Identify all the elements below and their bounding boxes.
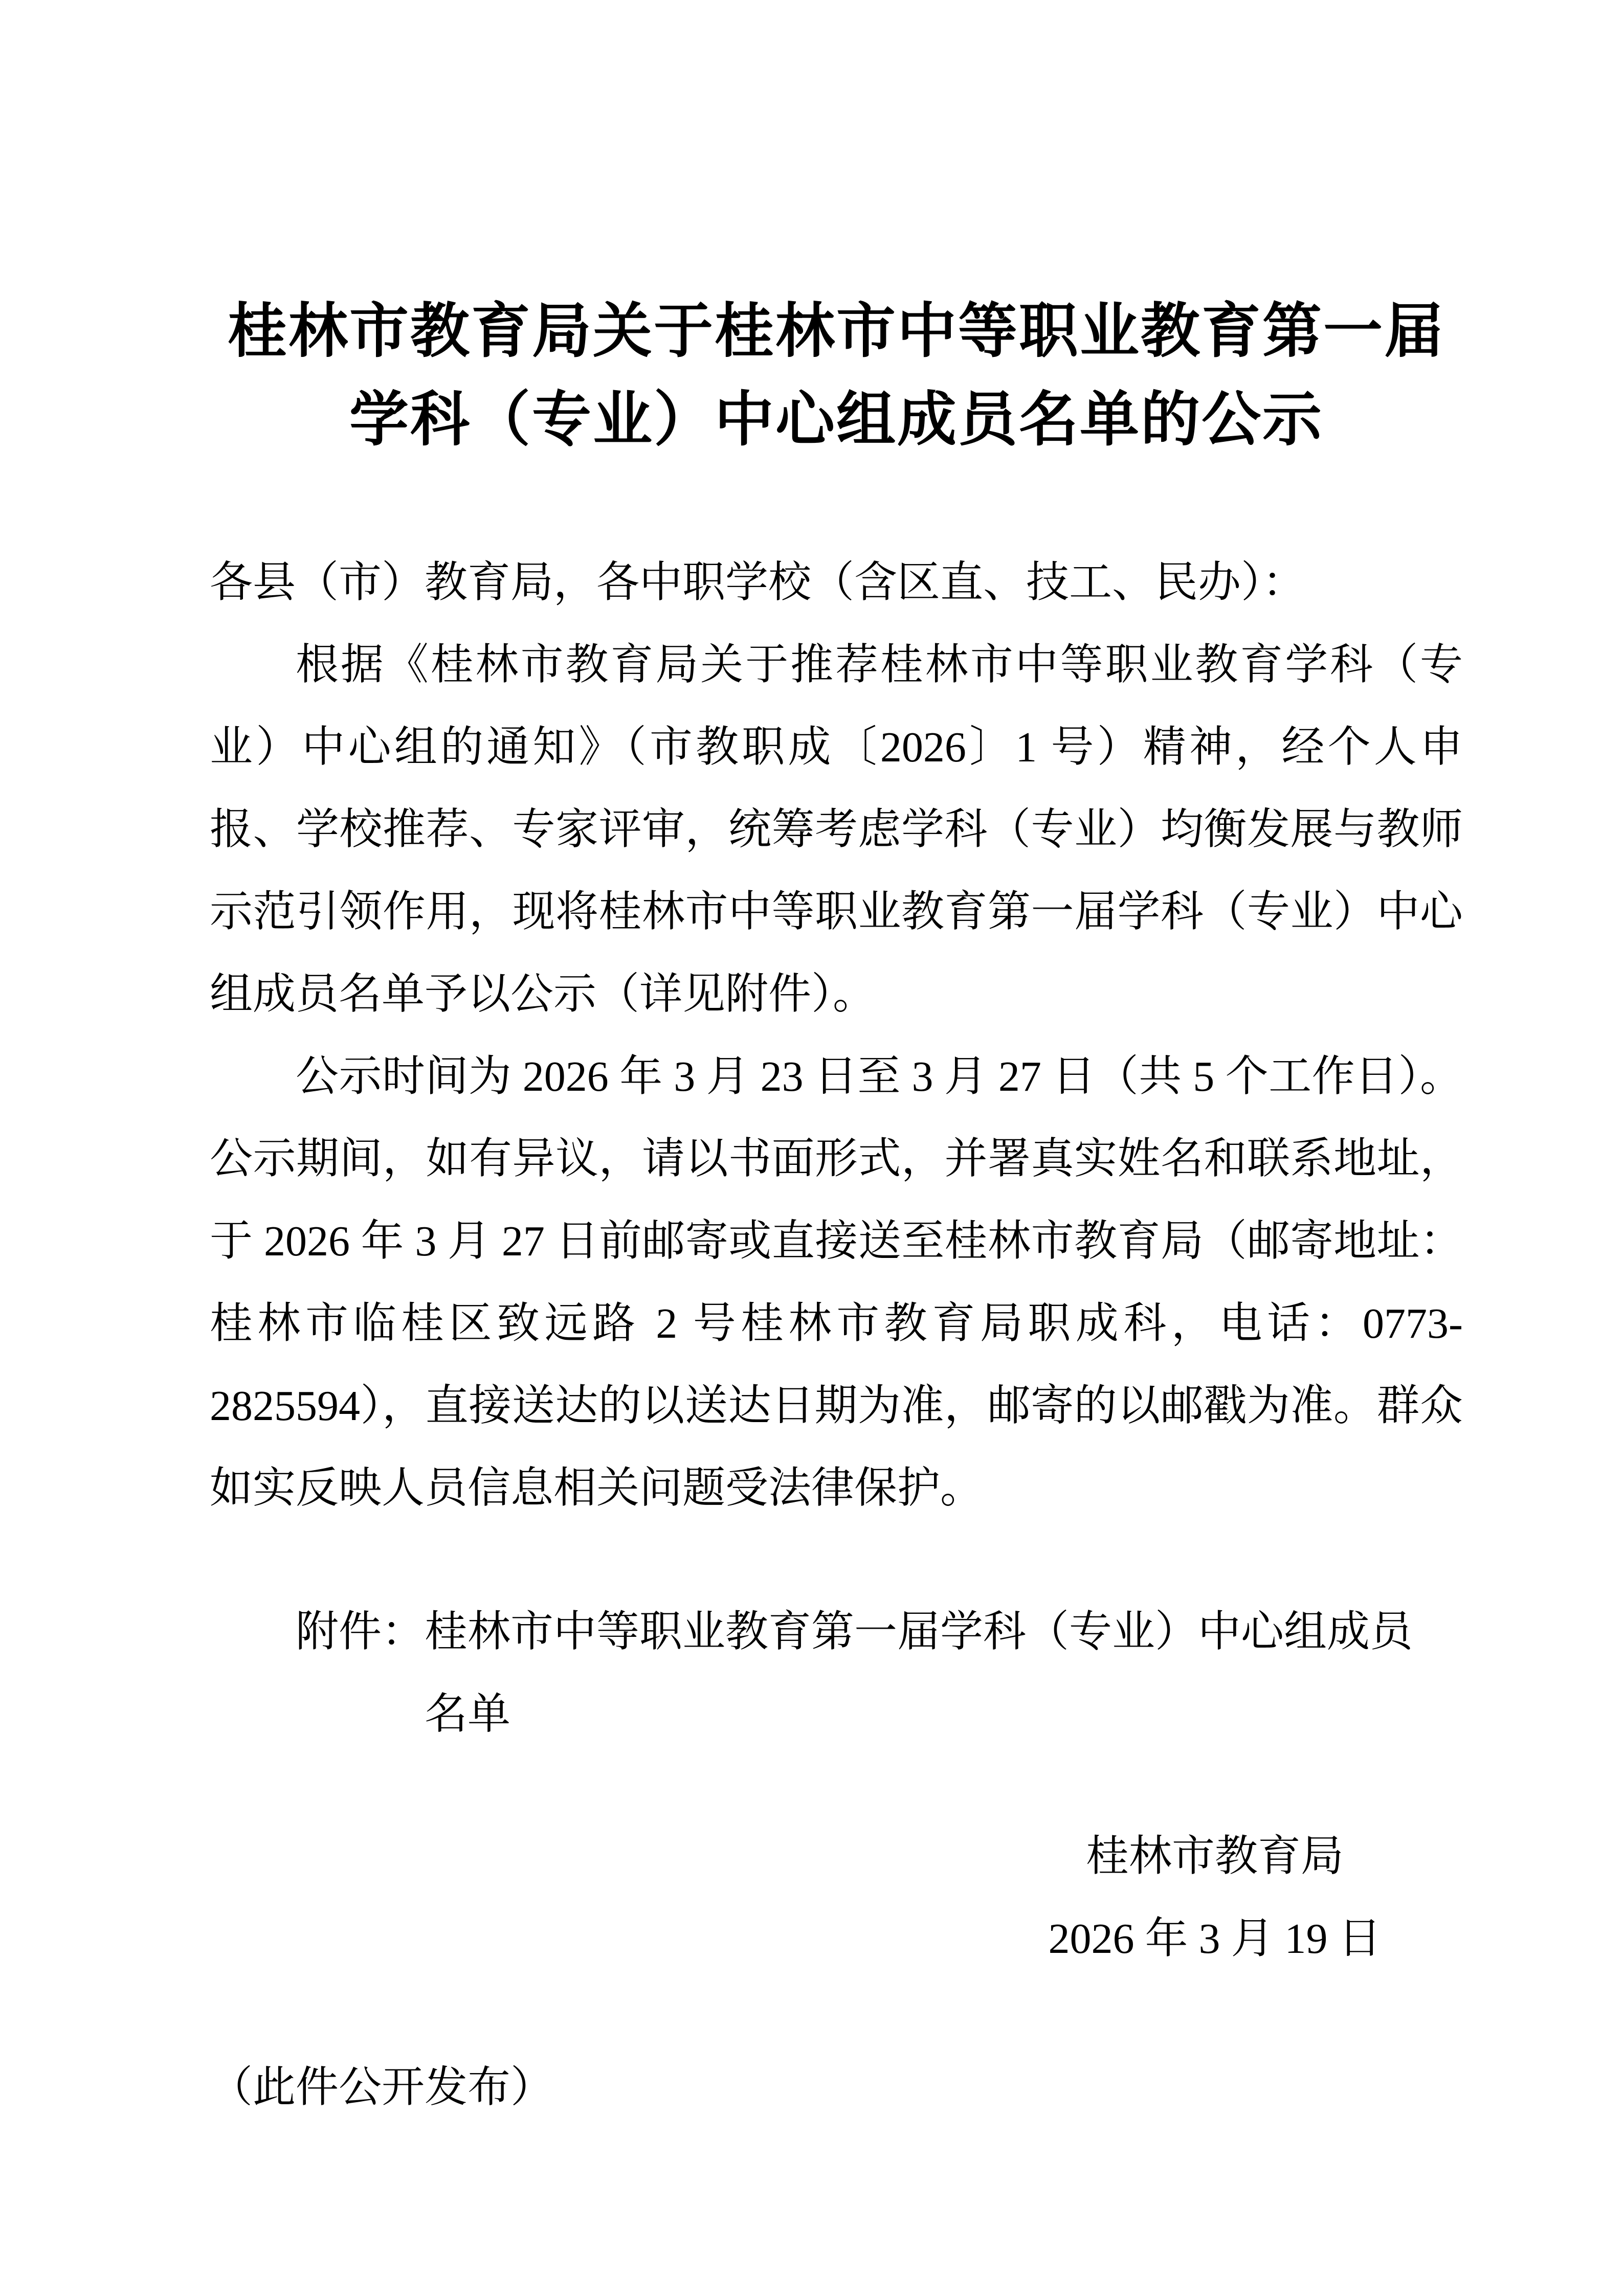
attachment-text: 桂林市中等职业教育第一届学科（专业）中心组成员名单: [425, 1608, 1413, 1738]
attachment-label: 附件：: [296, 1608, 425, 1656]
title-line-1: 桂林市教育局关于桂林市中等职业教育第一届: [228, 299, 1445, 365]
footer-publication-note: （此件公开发布）: [210, 2064, 554, 2111]
salutation-line: 各县（市）教育局，各中职学校（含区直、技工、民办）：: [210, 559, 1306, 606]
document-title: [210, 0, 1463, 465]
title-line-2: 学科（专业）中心组成员名单的公示: [349, 388, 1323, 453]
paragraph-basis: 根据《桂林市教育局关于推荐桂林市中等职业教育学科（专业）中心组的通知》（市教职成〔2026〕1 号）精神，经个人申报、学校推荐、专家评审，统筹考虑学科（专业）均衡发展与教师示范引领作用，现将桂林市中等职业教育第一届学科（专业）中心组成员名单予以公示（详见附件）。: [210, 641, 1463, 1018]
signature-date: 2026 年 3 月 19 日: [1048, 1915, 1382, 1963]
signature-organization: 桂林市教育局: [1085, 1833, 1344, 1880]
paragraph-notice-period: 公示时间为 2026 年 3 月 23 日至 3 月 27 日（共 5 个工作日）。公示期间，如有异议，请以书面形式，并署真实姓名和联系地址，于 2026 年 3 月 27 日前邮寄或直接送至桂林市教育局（邮寄地址：桂林市临桂区致远路 2 号桂林市教育局职成科，电话：0773-2825594），直接送达的以送达日期为准，邮寄的以邮戳为准。群众如实反映人员信息相关问题受法律保护。: [210, 1053, 1463, 1512]
document-body: [210, 542, 1463, 2129]
signature-block: [1041, 1815, 1389, 1980]
attachment-line: [296, 1591, 1463, 1755]
